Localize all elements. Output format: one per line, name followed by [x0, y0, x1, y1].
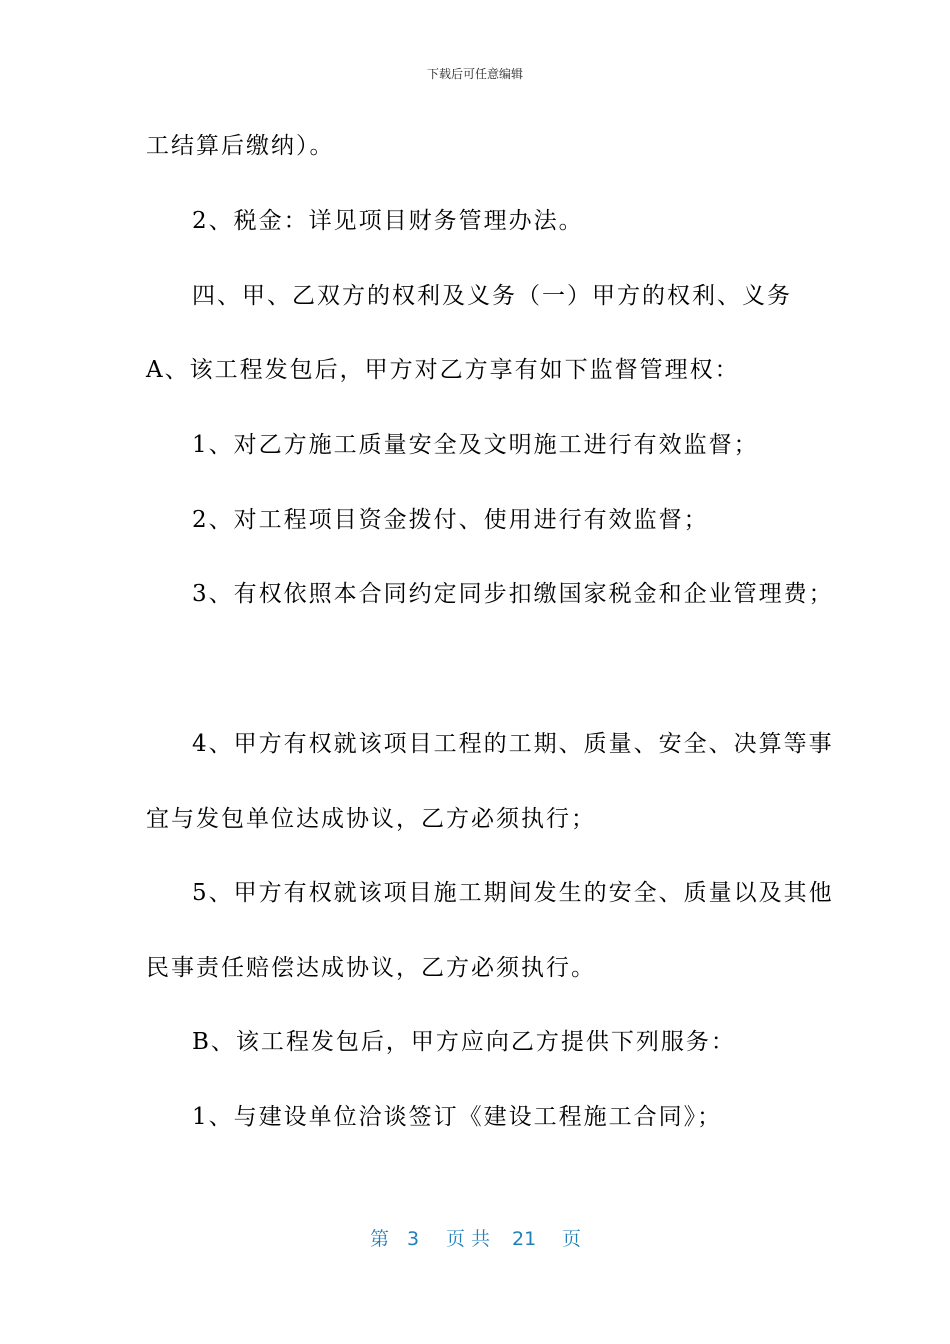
footer-prefix: 第 — [370, 1228, 390, 1250]
current-page-number: 3 — [407, 1228, 420, 1250]
body-line: 1、对乙方施工质量安全及文明施工进行有效监督； — [192, 432, 759, 458]
page-number-footer — [0, 1225, 950, 1253]
body-line: 5、甲方有权就该项目施工期间发生的安全、质量以及其他 — [192, 880, 834, 906]
footer-middle: 页 共 — [446, 1228, 491, 1250]
body-line: B、该工程发包后，甲方应向乙方提供下列服务： — [192, 1029, 736, 1055]
section-heading: 四、甲、乙双方的权利及义务（一）甲方的权利、义务 — [192, 283, 792, 309]
body-line: 3、有权依照本合同约定同步扣缴国家税金和企业管理费； — [192, 581, 834, 607]
page-header-note: 下载后可任意编辑 — [426, 67, 523, 81]
body-line: A、该工程发包后，甲方对乙方享有如下监督管理权： — [146, 357, 740, 383]
body-line: 4、甲方有权就该项目工程的工期、质量、安全、决算等事 — [192, 731, 834, 757]
body-line: 民事责任赔偿达成协议，乙方必须执行。 — [146, 955, 596, 981]
body-line: 工结算后缴纳）。 — [146, 133, 335, 159]
body-line: 2、税金：详见项目财务管理办法。 — [192, 208, 584, 234]
body-line: 2、对工程项目资金拨付、使用进行有效监督； — [192, 507, 709, 533]
total-pages-number: 21 — [512, 1228, 537, 1250]
body-line: 宜与发包单位达成协议，乙方必须执行； — [146, 806, 596, 832]
footer-suffix: 页 — [562, 1228, 582, 1250]
body-line: 1、与建设单位洽谈签订《建设工程施工合同》； — [192, 1104, 723, 1130]
